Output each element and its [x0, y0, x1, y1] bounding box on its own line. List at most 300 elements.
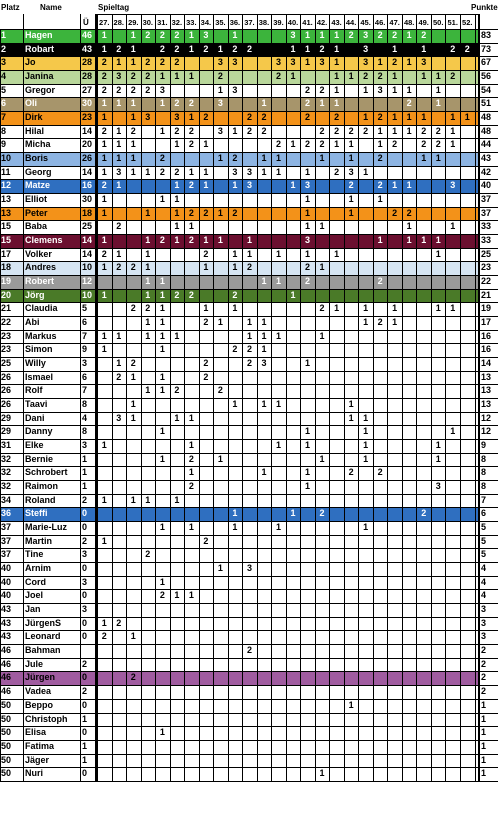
score-cell: 1 [305, 481, 311, 492]
grid-line [0, 576, 498, 577]
u-cell: 0 [82, 508, 88, 519]
score-cell: 3 [232, 166, 238, 177]
u-cell: 8 [82, 426, 88, 437]
score-cell: 1 [305, 440, 311, 451]
score-cell: 2 [348, 467, 354, 478]
grid-line [329, 14, 330, 781]
score-cell: 3 [246, 166, 252, 177]
rank-cell: 15 [1, 221, 12, 232]
score-cell: 2 [159, 590, 165, 601]
day-header: 37. [244, 18, 255, 27]
score-cell: 1 [290, 43, 296, 54]
score-cell: 1 [348, 399, 354, 410]
grid-line [0, 507, 498, 508]
score-cell: 1 [174, 139, 180, 150]
score-cell: 1 [130, 153, 136, 164]
score-cell: 2 [203, 248, 209, 259]
day-header: 47. [389, 18, 400, 27]
score-cell: 1 [392, 125, 398, 136]
score-cell: 1 [275, 399, 281, 410]
u-cell: 0 [82, 727, 88, 738]
score-cell: 2 [319, 303, 325, 314]
score-cell: 3 [377, 84, 383, 95]
score-cell: 3 [450, 180, 456, 191]
score-cell: 2 [421, 139, 427, 150]
score-cell: 2 [203, 207, 209, 218]
u-cell: 0 [82, 563, 88, 574]
score-cell: 2 [435, 139, 441, 150]
grid-line [155, 14, 156, 781]
u-cell: 1 [82, 467, 88, 478]
score-cell: 1 [334, 139, 340, 150]
u-cell: 1 [82, 481, 88, 492]
grid-line [0, 781, 498, 782]
name-cell: Simon [25, 344, 53, 355]
score-cell: 2 [305, 112, 311, 123]
grid-line [300, 14, 301, 781]
score-cell: 1 [363, 440, 369, 451]
rank-cell: 40 [1, 576, 12, 587]
points-cell: 4 [481, 576, 487, 587]
name-cell: Raimon [25, 481, 59, 492]
score-cell: 1 [334, 30, 340, 40]
name-cell: Tine [25, 549, 44, 560]
u-cell: 1 [82, 713, 88, 724]
score-cell: 1 [392, 180, 398, 191]
points-cell: 25 [481, 248, 492, 259]
score-cell: 2 [203, 317, 209, 328]
score-cell: 2 [464, 43, 470, 54]
points-cell: 4 [481, 590, 487, 601]
score-cell: 1 [392, 84, 398, 95]
score-cell: 1 [334, 57, 340, 68]
score-cell: 2 [130, 71, 136, 81]
score-cell: 1 [406, 57, 412, 68]
score-cell: 1 [392, 112, 398, 123]
score-cell: 1 [159, 125, 165, 136]
grid-line [170, 14, 171, 781]
rank-cell: 36 [1, 508, 12, 519]
score-cell: 2 [363, 125, 369, 136]
name-cell: Hilal [25, 125, 45, 136]
score-cell: 1 [217, 84, 223, 95]
u-cell: 43 [82, 43, 93, 54]
points-cell: 8 [481, 481, 487, 492]
grid-line [0, 754, 498, 755]
day-header: 44. [345, 18, 357, 27]
name-cell: Steffi [25, 508, 48, 519]
score-cell: 1 [145, 262, 151, 273]
score-cell: 3 [232, 57, 238, 68]
points-cell: 22 [481, 276, 492, 287]
rank-cell: 43 [1, 631, 12, 642]
score-cell: 1 [377, 139, 383, 150]
score-cell: 1 [130, 412, 136, 423]
u-cell: 30 [82, 98, 93, 109]
points-cell: 16 [481, 330, 492, 341]
score-cell: 1 [421, 235, 427, 246]
name-cell: JürgenS [25, 617, 62, 628]
score-cell: 1 [348, 207, 354, 218]
u-cell: 1 [82, 740, 88, 751]
score-cell: 1 [145, 207, 151, 218]
score-cell: 2 [246, 344, 252, 355]
grid-line [315, 14, 316, 781]
score-cell: 1 [319, 98, 325, 109]
score-cell: 1 [406, 84, 412, 95]
score-cell: 1 [130, 30, 136, 40]
score-cell: 1 [174, 194, 180, 205]
points-cell: 12 [481, 412, 492, 423]
points-cell: 48 [481, 112, 492, 123]
day-header: 49. [418, 18, 429, 27]
score-cell: 2 [188, 453, 194, 464]
score-cell: 1 [101, 194, 107, 205]
score-cell: 1 [174, 71, 180, 81]
score-cell: 1 [174, 235, 180, 246]
score-cell: 2 [174, 43, 180, 54]
rank-cell: 5 [1, 84, 7, 95]
grid-line [0, 330, 498, 331]
score-cell: 2 [246, 112, 252, 123]
score-cell: 1 [363, 412, 369, 423]
score-cell: 1 [101, 153, 107, 164]
grid-line [23, 14, 24, 781]
score-cell: 1 [188, 112, 194, 123]
score-cell: 2 [450, 71, 456, 81]
score-cell: 1 [392, 71, 398, 81]
name-cell: Taavi [25, 399, 48, 410]
score-cell: 1 [305, 221, 311, 232]
u-cell: 10 [82, 262, 93, 273]
rank-cell: 32 [1, 481, 12, 492]
score-cell: 1 [145, 276, 151, 287]
score-cell: 1 [261, 330, 267, 341]
score-cell: 2 [145, 71, 151, 81]
u-cell: 28 [82, 57, 93, 68]
grid-line [80, 14, 81, 781]
score-cell: 1 [203, 262, 209, 273]
score-cell: 1 [363, 522, 369, 533]
grid-line [286, 14, 287, 781]
grid-line [0, 767, 498, 768]
grid-line [0, 56, 498, 57]
score-cell: 1 [159, 71, 165, 81]
rank-cell: 18 [1, 262, 12, 273]
day-header: 52. [462, 18, 473, 27]
points-cell: 13 [481, 399, 492, 410]
score-cell: 1 [348, 153, 354, 164]
score-cell: 2 [275, 71, 281, 81]
score-cell: 1 [232, 303, 238, 314]
score-cell: 3 [363, 43, 369, 54]
score-cell: 2 [101, 57, 107, 68]
points-cell: 67 [481, 57, 492, 68]
points-cell: 5 [481, 522, 487, 533]
points-cell: 7 [481, 494, 487, 505]
name-cell: Leonard [25, 631, 61, 642]
score-cell: 3 [246, 563, 252, 574]
score-cell: 2 [377, 317, 383, 328]
rank-cell: 1 [1, 30, 7, 40]
name-cell: Schrobert [25, 467, 68, 478]
name-cell: Bahman [25, 645, 61, 656]
score-cell: 2 [174, 125, 180, 136]
score-cell: 2 [188, 235, 194, 246]
u-cell: 0 [82, 768, 88, 779]
day-header: 31. [157, 18, 168, 27]
score-cell: 1 [217, 43, 223, 54]
score-cell: 1 [217, 563, 223, 574]
score-cell: 1 [145, 166, 151, 177]
score-cell: 1 [203, 180, 209, 191]
score-cell: 2 [130, 303, 136, 314]
score-cell: 1 [232, 508, 238, 519]
score-cell: 1 [377, 125, 383, 136]
score-cell: 2 [319, 125, 325, 136]
score-cell: 2 [188, 180, 194, 191]
score-cell: 2 [174, 57, 180, 68]
score-cell: 1 [203, 303, 209, 314]
score-cell: 1 [159, 344, 165, 355]
grid-line [0, 357, 498, 358]
score-cell: 3 [145, 112, 151, 123]
score-cell: 2 [319, 43, 325, 54]
score-cell: 1 [421, 112, 427, 123]
grid-line [0, 562, 498, 563]
score-cell: 1 [232, 522, 238, 533]
score-cell: 2 [377, 30, 383, 40]
points-cell: 73 [481, 43, 492, 54]
rank-cell: 29 [1, 426, 12, 437]
u-cell: 28 [82, 71, 93, 81]
score-cell: 2 [319, 508, 325, 519]
grid-line [358, 14, 359, 781]
points-cell: 40 [481, 180, 492, 191]
score-cell: 2 [421, 125, 427, 136]
name-cell: Gregor [25, 84, 56, 95]
score-cell: 1 [116, 330, 122, 341]
score-cell: 2 [130, 358, 136, 369]
grid-line [0, 398, 498, 399]
rank-cell: 7 [1, 112, 7, 123]
name-cell: Micha [25, 139, 51, 150]
score-cell: 2 [101, 125, 107, 136]
name-cell: Jo [25, 57, 36, 68]
grid-line [0, 453, 498, 454]
score-cell: 1 [275, 440, 281, 451]
points-cell: 9 [481, 440, 487, 451]
score-cell: 1 [188, 166, 194, 177]
score-cell: 1 [232, 180, 238, 191]
u-cell: 0 [82, 522, 88, 533]
score-cell: 1 [116, 98, 122, 109]
day-header: 39. [273, 18, 284, 27]
day-header: 45. [360, 18, 371, 27]
grid-line [344, 14, 345, 781]
score-cell: 1 [174, 412, 180, 423]
score-cell: 1 [392, 43, 398, 54]
score-cell: 1 [130, 399, 136, 410]
grid-line [0, 713, 498, 714]
score-cell: 2 [116, 262, 122, 273]
score-cell: 1 [159, 194, 165, 205]
score-cell: 1 [305, 57, 311, 68]
score-cell: 1 [116, 180, 122, 191]
points-cell: 13 [481, 371, 492, 382]
name-cell: Robart [25, 43, 54, 54]
score-cell: 1 [174, 207, 180, 218]
rank-cell: 4 [1, 71, 7, 81]
u-cell: 0 [82, 672, 88, 683]
u-cell: 14 [82, 166, 93, 177]
score-cell: 2 [130, 84, 136, 95]
score-cell: 2 [319, 139, 325, 150]
grid-line [0, 439, 498, 440]
grid-line [0, 193, 498, 194]
rank-cell: 50 [1, 727, 12, 738]
u-cell: 0 [82, 617, 88, 628]
name-cell: Jan [25, 604, 41, 615]
rank-cell: 3 [1, 57, 7, 68]
u-cell: 27 [82, 84, 93, 95]
punkte-header: Punkte [471, 3, 498, 12]
name-cell: Oli [25, 98, 38, 109]
score-cell: 2 [116, 221, 122, 232]
score-cell: 2 [159, 43, 165, 54]
day-header: 30. [142, 18, 154, 27]
u-cell: 0 [82, 590, 88, 601]
score-cell: 1 [130, 371, 136, 382]
u-cell: 14 [82, 235, 93, 246]
score-cell: 2 [363, 71, 369, 81]
day-header: 28. [113, 18, 124, 27]
score-cell: 2 [203, 112, 209, 123]
u-cell: 26 [82, 153, 93, 164]
score-cell: 1 [363, 453, 369, 464]
name-cell: Jule [25, 658, 44, 669]
score-cell: 3 [275, 57, 281, 68]
score-cell: 1 [363, 112, 369, 123]
u-cell: 46 [82, 30, 93, 40]
grid-line [0, 617, 498, 618]
rank-cell: 23 [1, 330, 12, 341]
rank-cell: 40 [1, 563, 12, 574]
score-cell: 1 [217, 235, 223, 246]
u-cell: 3 [82, 358, 88, 369]
score-cell: 2 [261, 125, 267, 136]
score-cell: 1 [159, 317, 165, 328]
score-cell: 1 [275, 276, 281, 287]
grid-line [0, 138, 498, 139]
score-cell: 2 [188, 139, 194, 150]
grid-line [387, 14, 388, 781]
day-header: 41. [302, 18, 313, 27]
score-cell: 1 [334, 84, 340, 95]
score-cell: 1 [145, 385, 151, 396]
name-cell: Janina [25, 71, 54, 81]
score-cell: 1 [130, 43, 136, 54]
score-cell: 1 [145, 330, 151, 341]
score-cell: 1 [101, 166, 107, 177]
points-cell: 56 [481, 71, 492, 81]
rank-cell: 25 [1, 358, 12, 369]
score-cell: 1 [232, 248, 238, 259]
score-cell: 1 [334, 248, 340, 259]
name-cell: Ismael [25, 371, 54, 382]
score-cell: 1 [305, 166, 311, 177]
rank-cell: 12 [1, 180, 12, 191]
name-cell: Roland [25, 494, 56, 505]
name-cell: Markus [25, 330, 57, 341]
score-cell: 1 [290, 508, 296, 519]
grid-line [0, 535, 498, 536]
score-cell: 2 [130, 672, 136, 683]
score-cell: 3 [421, 57, 427, 68]
points-cell: 33 [481, 221, 492, 232]
points-cell: 5 [481, 549, 487, 560]
score-cell: 1 [363, 303, 369, 314]
score-cell: 2 [174, 30, 180, 40]
u-cell: 12 [82, 276, 93, 287]
grid-line [0, 97, 498, 98]
score-cell: 1 [464, 112, 470, 123]
score-cell: 1 [261, 166, 267, 177]
points-cell: 48 [481, 125, 492, 136]
grid-line [0, 234, 498, 235]
grid-line [0, 220, 498, 221]
score-cell: 2 [421, 508, 427, 519]
score-cell: 1 [101, 344, 107, 355]
score-cell: 1 [159, 276, 165, 287]
score-cell: 1 [101, 207, 107, 218]
score-cell: 2 [421, 30, 427, 40]
score-cell: 1 [305, 248, 311, 259]
score-cell: 2 [145, 57, 151, 68]
score-cell: 3 [159, 84, 165, 95]
rank-cell: 11 [1, 166, 11, 177]
score-cell: 2 [145, 30, 151, 40]
points-cell: 21 [481, 289, 492, 300]
score-cell: 1 [145, 248, 151, 259]
u-cell: 3 [82, 604, 88, 615]
grid-line [0, 248, 498, 249]
grid-line [0, 289, 498, 290]
grid-line [199, 14, 200, 781]
u-cell: 23 [82, 112, 93, 123]
score-cell: 1 [348, 412, 354, 423]
score-cell: 1 [101, 235, 107, 246]
score-cell: 1 [217, 207, 223, 218]
points-cell: 2 [481, 658, 487, 669]
grid-line [475, 14, 476, 781]
rank-cell: 46 [1, 672, 12, 683]
name-cell: Dirk [25, 112, 43, 123]
score-cell: 1 [246, 248, 252, 259]
grid-line [184, 14, 185, 781]
score-cell: 2 [305, 84, 311, 95]
score-cell: 1 [101, 494, 107, 505]
score-cell: 2 [145, 303, 151, 314]
rank-cell: 26 [1, 385, 12, 396]
points-cell: 2 [481, 645, 487, 656]
name-cell: Abi [25, 317, 40, 328]
rank-cell: 46 [1, 658, 12, 669]
grid-line [0, 480, 498, 481]
score-cell: 2 [246, 645, 252, 656]
score-cell: 2 [261, 112, 267, 123]
score-cell: 1 [101, 289, 107, 300]
